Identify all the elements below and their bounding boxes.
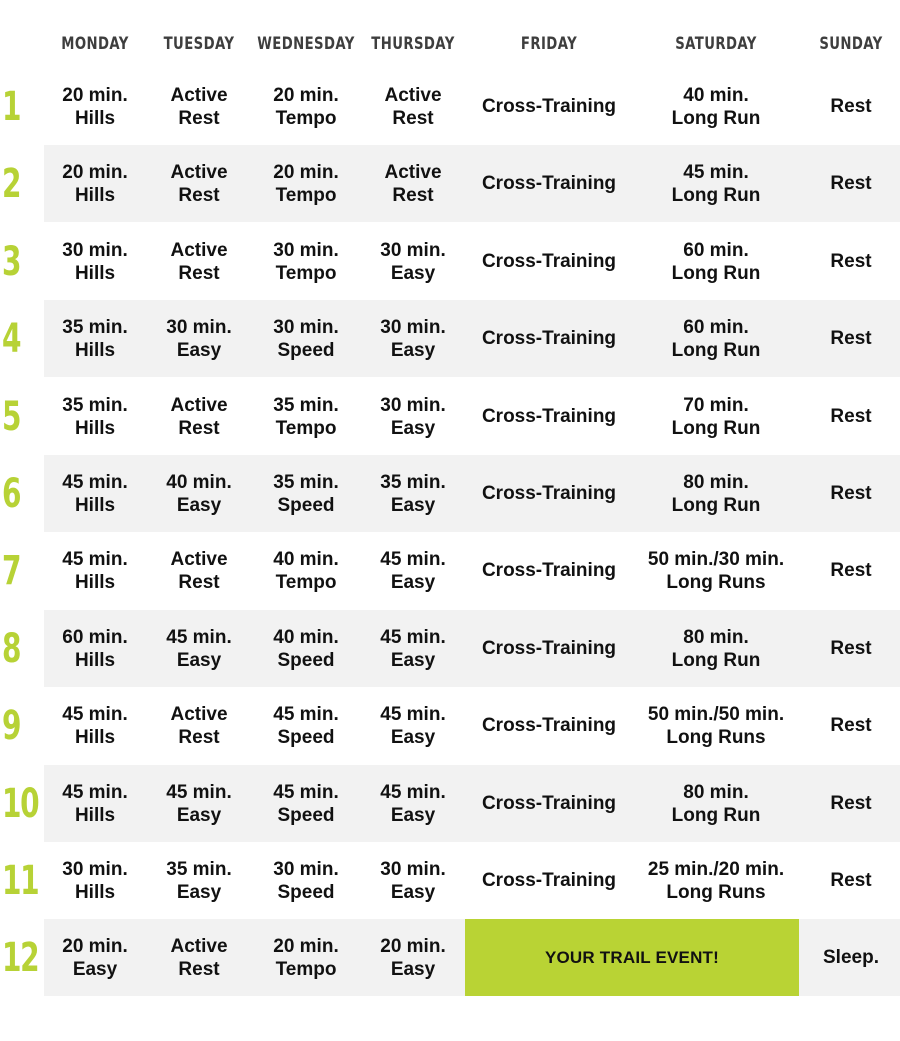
workout-duration: 20 min. — [380, 935, 446, 957]
workout-type: Rest — [392, 184, 434, 206]
week-row — [0, 300, 900, 377]
week-number-label: 10 — [2, 780, 39, 827]
week-row — [0, 610, 900, 687]
workout-type: Tempo — [275, 958, 337, 980]
workout-type: Easy — [176, 804, 222, 826]
workout-type: Rest — [392, 107, 434, 129]
week-row — [0, 765, 900, 842]
workout-type: Easy — [390, 958, 436, 980]
workout-cell-sunday — [785, 765, 900, 842]
workout-duration: 20 min. — [62, 161, 128, 183]
workout-cell-sunday — [785, 532, 900, 609]
week-number-label: 6 — [2, 470, 21, 517]
workout-cell-sunday — [785, 68, 900, 145]
workout-duration: 80 min. — [683, 471, 749, 493]
workout-cell-sunday — [785, 842, 900, 919]
workout-duration: Rest — [830, 251, 872, 272]
workout-duration: 40 min. — [683, 84, 749, 106]
workout-duration: 30 min. — [380, 316, 446, 338]
workout-type: Easy — [390, 494, 436, 516]
workout-type: Speed — [277, 494, 335, 516]
workout-duration: 30 min. — [62, 858, 128, 880]
workout-cell-sunday — [785, 300, 900, 377]
workout-duration: 45 min. — [273, 781, 339, 803]
week-number-label: 5 — [2, 393, 21, 440]
workout-duration: 45 min. — [273, 703, 339, 725]
workout-duration: Active — [170, 703, 228, 725]
week-number-label: 3 — [2, 238, 21, 285]
workout-duration: 45 min. — [62, 781, 128, 803]
workout-duration: 40 min. — [273, 626, 339, 648]
workout-type: Hills — [74, 417, 116, 439]
workout-cell-sunday — [785, 919, 900, 996]
workout-duration: Cross-Training — [481, 870, 617, 891]
workout-duration: Rest — [830, 715, 872, 736]
workout-type: Long Run — [671, 417, 761, 439]
day-header-tuesday: TUESDAY — [163, 34, 235, 54]
workout-cell-sunday — [785, 378, 900, 455]
workout-type: Rest — [178, 107, 220, 129]
day-header-row — [0, 28, 900, 60]
workout-duration: Rest — [830, 96, 872, 117]
workout-duration: 60 min. — [62, 626, 128, 648]
workout-type: Long Run — [671, 649, 761, 671]
workout-duration: Active — [384, 161, 442, 183]
workout-duration: Rest — [830, 870, 872, 891]
workout-type: Long Runs — [666, 571, 766, 593]
workout-type: Long Run — [671, 184, 761, 206]
workout-duration: 45 min. — [380, 626, 446, 648]
workout-duration: 80 min. — [683, 781, 749, 803]
week-row — [0, 68, 900, 145]
workout-duration: Rest — [830, 793, 872, 814]
workout-type: Speed — [277, 881, 335, 903]
workout-duration: 45 min. — [380, 781, 446, 803]
workout-type: Rest — [178, 417, 220, 439]
workout-duration: 30 min. — [380, 858, 446, 880]
workout-type: Hills — [74, 494, 116, 516]
workout-duration: 30 min. — [62, 239, 128, 261]
workout-duration: 45 min. — [683, 161, 749, 183]
workout-duration: Cross-Training — [481, 560, 617, 581]
day-header-saturday: SATURDAY — [675, 34, 757, 54]
week-row — [0, 687, 900, 764]
week-row — [0, 842, 900, 919]
workout-type: Long Run — [671, 494, 761, 516]
workout-type: Easy — [390, 417, 436, 439]
workout-type: Long Runs — [666, 881, 766, 903]
workout-cell-sunday — [785, 223, 900, 300]
workout-type: Easy — [390, 881, 436, 903]
workout-type: Long Run — [671, 339, 761, 361]
workout-duration: Rest — [830, 560, 872, 581]
trail-event-banner: YOUR TRAIL EVENT! — [465, 919, 799, 996]
workout-duration: 20 min. — [62, 84, 128, 106]
workout-type: Hills — [74, 184, 116, 206]
workout-duration: Active — [384, 84, 442, 106]
workout-type: Easy — [390, 726, 436, 748]
workout-type: Rest — [178, 726, 220, 748]
workout-cell-sunday — [785, 687, 900, 764]
workout-type: Tempo — [275, 262, 337, 284]
workout-type: Tempo — [275, 107, 337, 129]
week-row — [0, 532, 900, 609]
week-number-label: 9 — [2, 702, 21, 749]
workout-duration: Active — [170, 935, 228, 957]
week-row — [0, 919, 900, 996]
workout-duration: Active — [170, 239, 228, 261]
workout-duration: Cross-Training — [481, 793, 617, 814]
workout-duration: 30 min. — [166, 316, 232, 338]
workout-duration: Active — [170, 84, 228, 106]
workout-duration: 45 min. — [380, 703, 446, 725]
workout-type: Easy — [176, 649, 222, 671]
workout-duration: Cross-Training — [481, 715, 617, 736]
workout-duration: Rest — [830, 483, 872, 504]
workout-duration: Cross-Training — [481, 638, 617, 659]
week-number-label: 12 — [2, 934, 39, 981]
workout-type: Long Runs — [666, 726, 766, 748]
workout-type: Easy — [176, 494, 222, 516]
workout-duration: Active — [170, 548, 228, 570]
day-header-sunday: SUNDAY — [819, 34, 883, 54]
workout-type: Speed — [277, 804, 335, 826]
workout-type: Rest — [178, 958, 220, 980]
workout-duration: Rest — [830, 173, 872, 194]
day-header-friday: FRIDAY — [520, 34, 578, 54]
workout-duration: 25 min./20 min. — [647, 858, 785, 880]
workout-duration: 45 min. — [62, 548, 128, 570]
workout-duration: 30 min. — [273, 316, 339, 338]
workout-type: Tempo — [275, 417, 337, 439]
week-row — [0, 145, 900, 222]
workout-type: Easy — [176, 339, 222, 361]
workout-duration: 35 min. — [273, 471, 339, 493]
workout-duration: Cross-Training — [481, 328, 617, 349]
workout-duration: 40 min. — [273, 548, 339, 570]
workout-duration: Cross-Training — [481, 173, 617, 194]
week-number-label: 1 — [2, 83, 21, 130]
workout-duration: 35 min. — [62, 316, 128, 338]
workout-type: Hills — [74, 107, 116, 129]
workout-type: Easy — [390, 649, 436, 671]
workout-type: Easy — [390, 571, 436, 593]
workout-duration: 30 min. — [273, 858, 339, 880]
workout-type: Easy — [390, 804, 436, 826]
workout-duration: 40 min. — [166, 471, 232, 493]
workout-duration: 50 min./50 min. — [647, 703, 785, 725]
workout-type: Hills — [74, 726, 116, 748]
workout-type: Easy — [390, 262, 436, 284]
workout-type: Long Run — [671, 262, 761, 284]
week-number-label: 11 — [2, 857, 39, 904]
workout-cell-thursday — [345, 919, 481, 996]
workout-duration: 60 min. — [683, 316, 749, 338]
week-row — [0, 378, 900, 455]
workout-cell-sunday — [785, 610, 900, 687]
week-number-label: 4 — [2, 315, 21, 362]
workout-type: Easy — [176, 881, 222, 903]
workout-type: Long Run — [671, 804, 761, 826]
workout-type: Easy — [72, 958, 118, 980]
workout-duration: Rest — [830, 638, 872, 659]
workout-duration: 35 min. — [273, 394, 339, 416]
workout-type: Hills — [74, 339, 116, 361]
workout-duration: Rest — [830, 328, 872, 349]
workout-duration: 30 min. — [380, 239, 446, 261]
workout-type: Tempo — [275, 184, 337, 206]
workout-type: Speed — [277, 339, 335, 361]
workout-duration: 45 min. — [62, 471, 128, 493]
day-header-thursday: THURSDAY — [371, 34, 455, 54]
workout-type: Easy — [390, 339, 436, 361]
workout-duration: Rest — [830, 406, 872, 427]
workout-type: Hills — [74, 571, 116, 593]
workout-type: Tempo — [275, 571, 337, 593]
workout-duration: 30 min. — [380, 394, 446, 416]
workout-duration: 35 min. — [380, 471, 446, 493]
workout-duration: Cross-Training — [481, 483, 617, 504]
workout-duration: 45 min. — [62, 703, 128, 725]
week-row — [0, 455, 900, 532]
week-row — [0, 223, 900, 300]
week-number-label: 2 — [2, 160, 21, 207]
week-number-label: 7 — [2, 547, 21, 594]
workout-duration: Active — [170, 394, 228, 416]
workout-duration: Sleep. — [823, 947, 879, 968]
workout-type: Hills — [74, 804, 116, 826]
workout-type: Rest — [178, 262, 220, 284]
workout-duration: Active — [170, 161, 228, 183]
workout-duration: 45 min. — [166, 626, 232, 648]
workout-type: Hills — [74, 649, 116, 671]
workout-duration: Cross-Training — [481, 251, 617, 272]
workout-duration: 80 min. — [683, 626, 749, 648]
day-header-wednesday: WEDNESDAY — [257, 34, 355, 54]
workout-duration: 60 min. — [683, 239, 749, 261]
workout-type: Speed — [277, 649, 335, 671]
workout-duration: 45 min. — [380, 548, 446, 570]
workout-type: Rest — [178, 184, 220, 206]
workout-type: Hills — [74, 881, 116, 903]
workout-duration: 20 min. — [273, 161, 339, 183]
week-number-label: 8 — [2, 625, 21, 672]
workout-type: Long Run — [671, 107, 761, 129]
workout-duration: 30 min. — [273, 239, 339, 261]
workout-duration: 35 min. — [166, 858, 232, 880]
day-header-monday: MONDAY — [61, 34, 129, 54]
workout-type: Hills — [74, 262, 116, 284]
workout-cell-sunday — [785, 145, 900, 222]
workout-duration: 20 min. — [273, 84, 339, 106]
workout-duration: 50 min./30 min. — [647, 548, 785, 570]
workout-duration: Cross-Training — [481, 406, 617, 427]
workout-duration: 70 min. — [683, 394, 749, 416]
workout-duration: 20 min. — [273, 935, 339, 957]
workout-type: Rest — [178, 571, 220, 593]
workout-duration: Cross-Training — [481, 96, 617, 117]
workout-duration: 45 min. — [166, 781, 232, 803]
workout-duration: 20 min. — [62, 935, 128, 957]
workout-cell-sunday — [785, 455, 900, 532]
workout-type: Speed — [277, 726, 335, 748]
workout-duration: 35 min. — [62, 394, 128, 416]
